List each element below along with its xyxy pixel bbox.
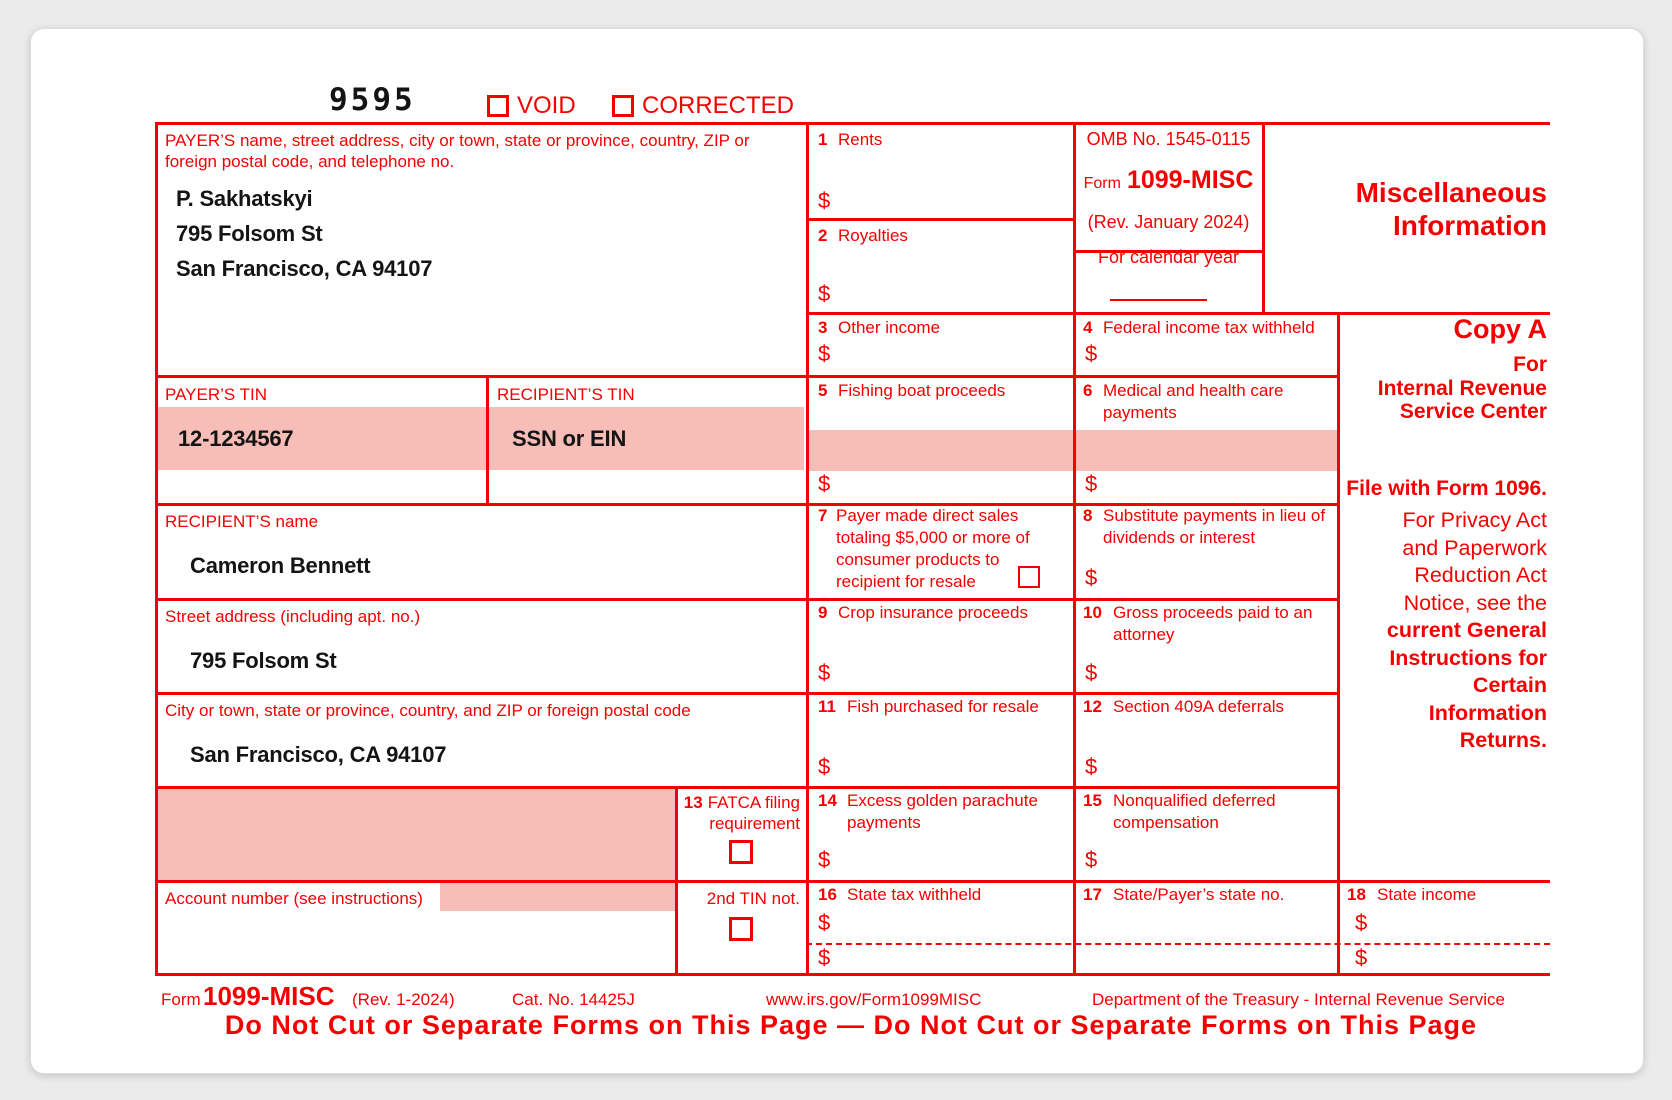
dollar-sign: $ (818, 660, 831, 685)
box11-label: 11 Fish purchased for resale (818, 697, 1039, 716)
payer-tin-label: PAYER’S TIN (165, 385, 268, 404)
dollar-sign: $ (818, 471, 831, 496)
payer-tin-value[interactable]: 12-1234567 (178, 426, 294, 451)
divider-line (1073, 122, 1076, 973)
box5-label: 5 Fishing boat proceeds (818, 381, 1006, 400)
recipient-tin-value[interactable]: SSN or EIN (512, 426, 627, 451)
divider-line (155, 122, 158, 976)
divider-line (1262, 122, 1265, 312)
recipient-name-label: RECIPIENT’S name (165, 512, 319, 531)
copy-a-title: Copy A (1453, 314, 1547, 344)
omb-number: OMB No. 1545-0115 (1086, 129, 1251, 149)
divider-line (155, 973, 1550, 976)
divider-line (806, 218, 1076, 221)
box18-label: 18 State income (1347, 885, 1477, 904)
box14-label: 14 Excess golden parachute payments (818, 791, 1038, 832)
corrected-label: CORRECTED (642, 92, 795, 119)
box10-label: 10 Gross proceeds paid to an attorney (1083, 603, 1313, 644)
street-address-label: Street address (including apt. no.) (165, 607, 421, 626)
box15-label: 15 Nonqualified deferred compensation (1083, 791, 1276, 832)
footer-form-word: Form (161, 990, 201, 1009)
state-row-dashed-line (806, 943, 1550, 945)
dollar-sign: $ (818, 341, 831, 366)
account-number-label: Account number (see instructions) (165, 889, 423, 908)
box2-label: 2 Royalties (818, 226, 908, 245)
treasury-department-label: Department of the Treasury - Internal Revenue Service (1092, 990, 1505, 1009)
do-not-cut-warning: Do Not Cut or Separate Forms on This Page — Do Not Cut or Separate Forms on This Page (224, 1010, 1478, 1040)
box7-label: 7 Payer made direct sales totaling $5,000 or more of consumer products to recipient for resale (818, 506, 1030, 591)
box16-label: 16 State tax withheld (818, 885, 982, 904)
privacy-act-note: For Privacy Act and Paperwork Reduction Act Notice, see the current General Instructions for Certain Information Returns. (1386, 508, 1547, 752)
corrected-checkbox[interactable] (612, 95, 634, 117)
box3-label: 3 Other income (818, 318, 941, 337)
dollar-sign: $ (1085, 341, 1098, 366)
divider-line (155, 598, 1340, 601)
form-number-block: Form 1099-MISC (1083, 166, 1254, 194)
payer-name: P. Sakhatskyi (176, 186, 313, 211)
payer-street: 795 Folsom St (176, 221, 323, 246)
fatca-checkbox[interactable] (729, 840, 753, 864)
recipient-city: San Francisco, CA 94107 (190, 742, 447, 767)
divider-line (806, 122, 809, 973)
copy-a-recipient-lines: For Internal Revenue Service Center (1377, 353, 1547, 423)
form-title: Miscellaneous Information (1355, 177, 1547, 241)
box1-label: 1 Rents (818, 130, 883, 149)
file-with-note: File with Form 1096. (1346, 477, 1547, 500)
footer-revision: (Rev. 1-2024) (352, 990, 455, 1009)
direct-sales-checkbox[interactable] (1018, 566, 1040, 588)
calendar-year-label: For calendar year (1097, 247, 1240, 267)
dollar-sign: $ (1085, 847, 1098, 872)
dollar-sign: $ (818, 847, 831, 872)
dollar-sign: $ (1355, 945, 1368, 970)
dollar-sign: $ (818, 281, 831, 306)
form-revision: (Rev. January 2024) (1087, 212, 1250, 232)
recipient-name: Cameron Bennett (190, 553, 371, 578)
void-checkbox[interactable] (487, 95, 509, 117)
dollar-sign: $ (1355, 910, 1368, 935)
dollar-sign: $ (1085, 471, 1098, 496)
box13-fatca-label: 13 FATCA filing requirement (683, 793, 800, 833)
divider-line (486, 375, 489, 503)
divider-line (155, 122, 1550, 125)
account-number-field[interactable] (440, 883, 675, 911)
dollar-sign: $ (818, 945, 831, 970)
dollar-sign: $ (818, 910, 831, 935)
box9-label: 9 Crop insurance proceeds (818, 603, 1028, 622)
dollar-sign: $ (1085, 660, 1098, 685)
recipient-tin-label: RECIPIENT’S TIN (497, 385, 635, 404)
payer-city: San Francisco, CA 94107 (176, 256, 433, 281)
box12-label: 12 Section 409A deferrals (1083, 697, 1285, 716)
divider-line (155, 375, 1340, 378)
catalog-number: Cat. No. 14425J (512, 990, 635, 1009)
fatca-row-highlight[interactable] (158, 789, 675, 880)
payer-block-label: PAYER’S name, street address, city or town, state or province, country, ZIP or foreign postal code, and telephone no. (165, 131, 750, 171)
irs-website-link[interactable]: www.irs.gov/Form1099MISC (766, 990, 982, 1009)
box6-label: 6 Medical and health care payments (1083, 381, 1284, 422)
recipient-street: 795 Folsom St (190, 648, 337, 673)
dollar-sign: $ (1085, 565, 1098, 590)
second-tin-checkbox[interactable] (729, 917, 753, 941)
form-number: 1099-MISC (1126, 166, 1254, 194)
print-code: 9595 (329, 82, 416, 118)
divider-line (155, 786, 1340, 789)
box8-label: 8 Substitute payments in lieu of dividends or interest (1083, 506, 1326, 547)
divider-line (155, 880, 1550, 883)
calendar-year-blank-line[interactable] (1110, 299, 1207, 301)
second-tin-label: 2nd TIN not. (706, 889, 800, 908)
dollar-sign: $ (1085, 754, 1098, 779)
divider-line (155, 692, 1340, 695)
void-label: VOID (517, 92, 576, 119)
box4-label: 4 Federal income tax withheld (1083, 318, 1315, 337)
dollar-sign: $ (818, 188, 831, 213)
city-label: City or town, state or province, country, and ZIP or foreign postal code (165, 701, 691, 720)
dollar-sign: $ (818, 754, 831, 779)
footer-form-number: 1099-MISC (203, 981, 335, 1011)
box17-label: 17 State/Payer’s state no. (1083, 885, 1285, 904)
